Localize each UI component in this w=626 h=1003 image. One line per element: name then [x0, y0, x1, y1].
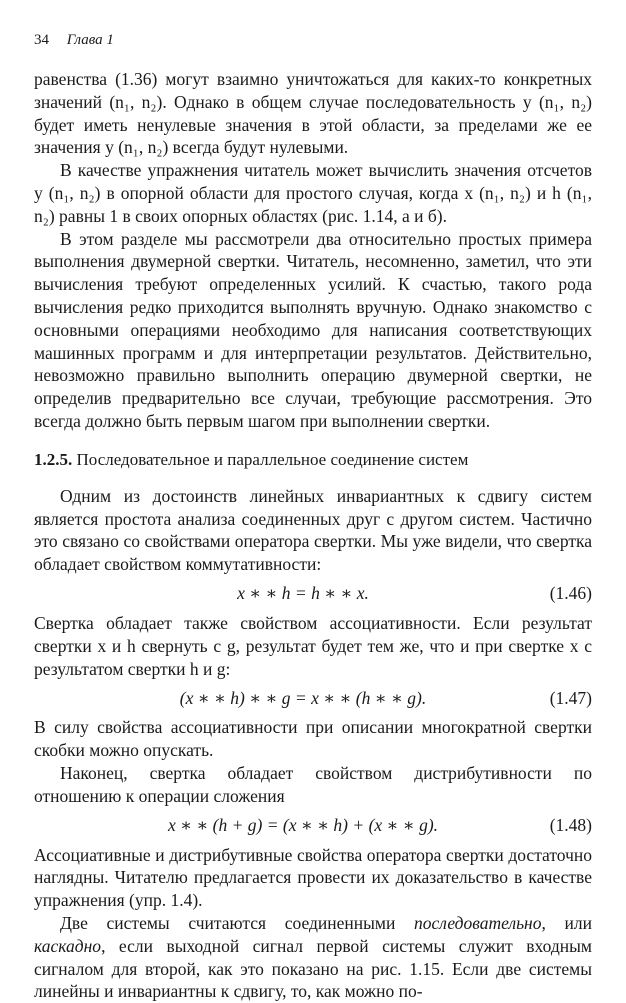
paragraph: Свертка обладает также свойством ассоциативности. Если результат свертки x и h свернуть с g, результат будет тем же, что и при свертке x с результатом свертки h и g:: [34, 612, 592, 679]
paragraph: В качестве упражнения читатель может вычислить значения отсчетов y (n₁, n₂) в опорной области для простого случая, когда x (n₁, n₂) и h (n₁, n₂) равны 1 в своих опорных областях (рис. 1.14, а и б).: [34, 160, 592, 226]
text-run: , если выходной сигнал первой системы служит входным сигналом для второй, как это показано на рис. 1.15. Если две системы линейны и инвариантны к сдвигу, то, как можно по-: [34, 935, 592, 1002]
text-run: , или: [541, 912, 593, 933]
emphasis-term: каскадно: [34, 935, 102, 956]
page: [34, 30, 592, 1003]
page-number: 34: [34, 32, 49, 48]
equation-expression: (x ∗ ∗ h) ∗ ∗ g = x ∗ ∗ (h ∗ ∗ g).: [179, 687, 427, 708]
equation-number: (1.47): [549, 687, 592, 708]
paragraph: В силу свойства ассоциативности при описании многократной свертки скобки можно опускать.: [34, 717, 592, 761]
equation: [34, 680, 592, 716]
emphasis-term: последовательно: [414, 912, 542, 933]
paragraph: Наконец, свертка обладает свойством дистрибутивности по отношению к операции сложения: [34, 762, 592, 806]
paragraph: Ассоциативные и дистрибутивные свойства оператора свертки достаточно наглядны. Читателю предлагается провести их доказательство в качестве упражнения (упр. 1.4).: [34, 844, 592, 911]
section-heading: [34, 449, 592, 471]
paragraph: В этом разделе мы рассмотрели два относительно простых примера выполнения двумерной свертки. Читатель, несомненно, заметил, что эти вычисления требуют определенных усилий. К счастью, такого рода вычисления редко приходится выполнять вручную. Однако знакомство с основными операциями необходимо для написания соответствующих машинных программ и для интерпретации результатов. Действительно, невозможно правильно выполнить операцию двумерной свертки, не определив предварительно все случаи, требующие рассмотрения. Это всегда должно быть первым шагом при выполнении свертки.: [34, 228, 592, 431]
equation-number: (1.46): [549, 583, 592, 604]
paragraph: равенства (1.36) могут взаимно уничтожаться для каких-то конкретных значений (n₁, n₂). Однако в общем случае последовательность y (n₁, n₂) будет иметь ненулевые значения в этой области, за пределами же ее значения y (n₁, n₂) всегда будут нулевыми.: [34, 69, 592, 158]
equation-expression: x ∗ ∗ (h + g) = (x ∗ ∗ h) + (x ∗ ∗ g).: [167, 815, 439, 836]
equation: [34, 808, 592, 844]
running-head: [34, 30, 592, 50]
equation: [34, 576, 592, 612]
chapter-title: Глава 1: [66, 32, 114, 48]
paragraph: [34, 912, 592, 1003]
equation-number: (1.48): [549, 815, 592, 836]
section-number: 1.2.5.: [34, 449, 73, 469]
section-title: Последовательное и параллельное соединение систем: [76, 449, 469, 469]
text-run: Две системы считаются соединенными: [60, 912, 414, 933]
equation-expression: x ∗ ∗ h = h ∗ ∗ x.: [237, 583, 369, 604]
paragraph: Одним из достоинств линейных инвариантных к сдвигу систем является простота анализа соединенных друг с другом систем. Частично это связано со свойствами оператора свертки. Мы уже видели, что свертка обладает свойством коммутативности:: [34, 485, 592, 575]
